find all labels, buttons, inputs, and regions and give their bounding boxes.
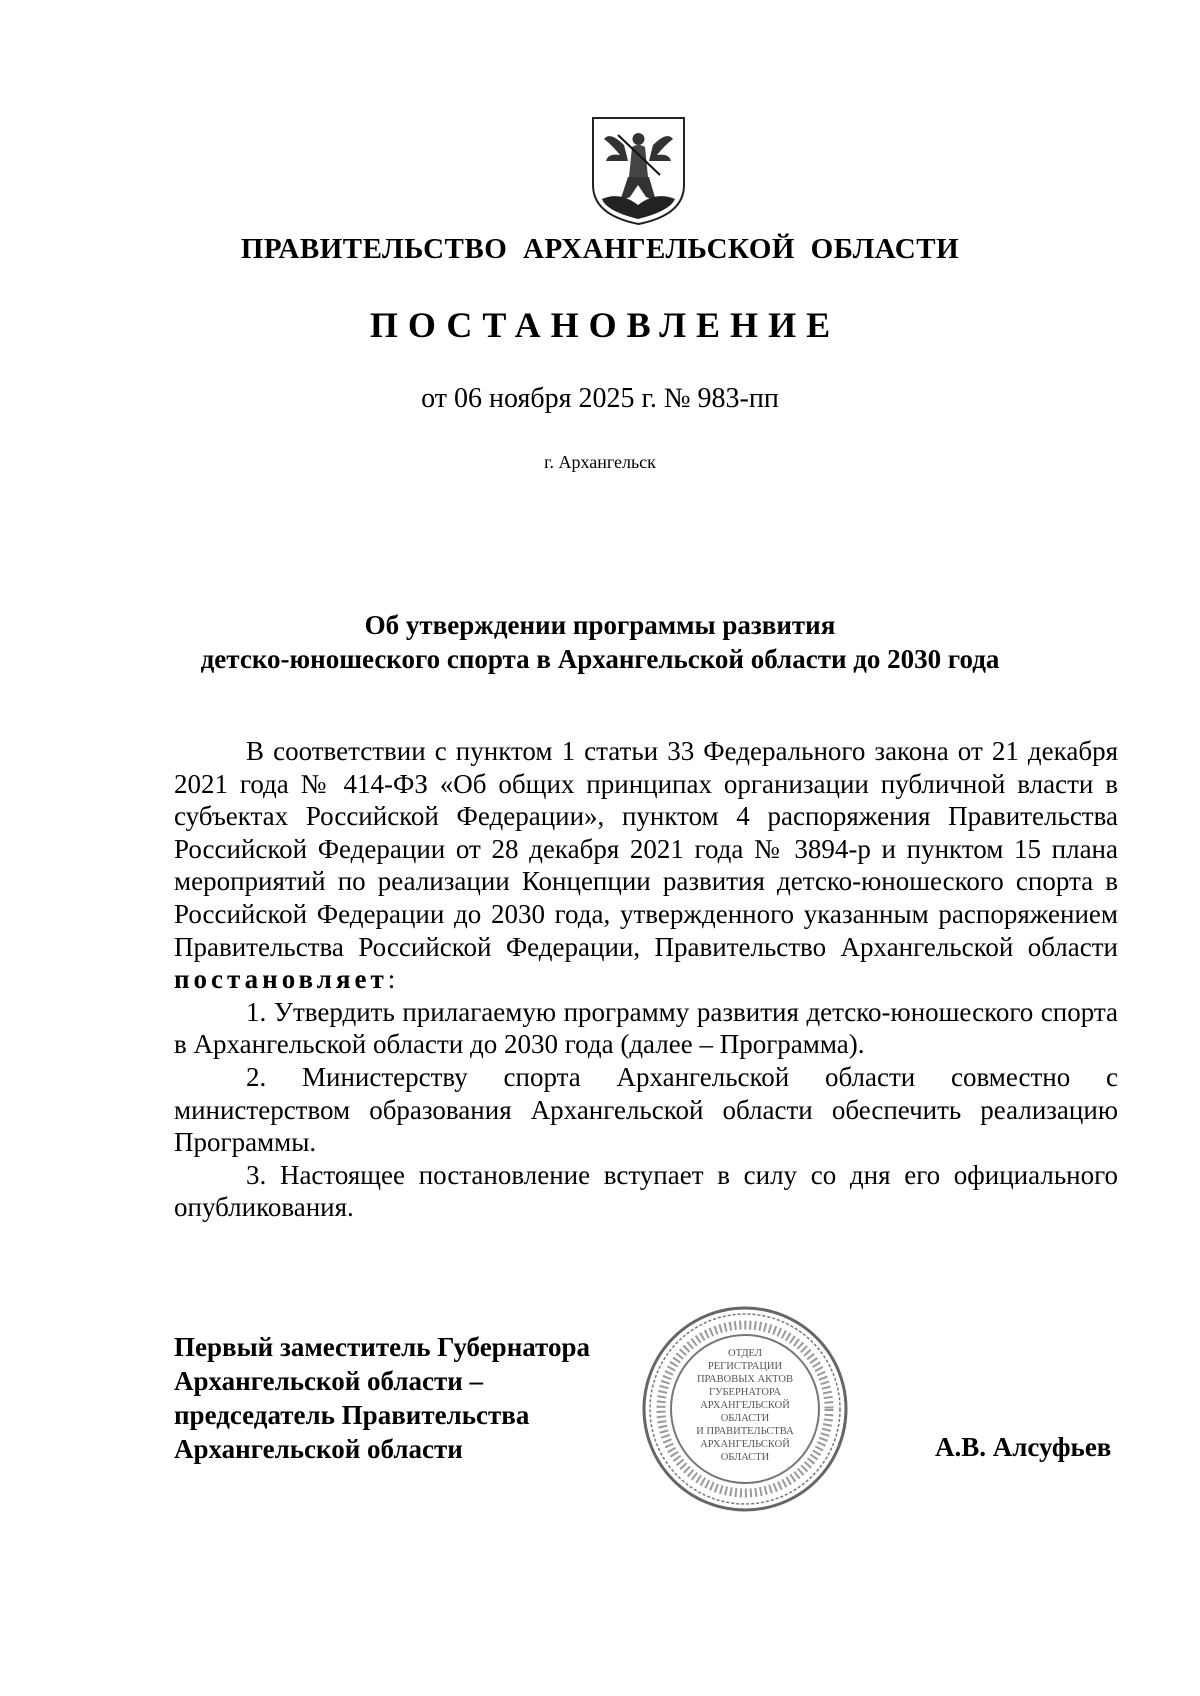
item-paragraph-1: 1. Утвердить прилагаемую программу развития детско-юношеского спорта в Архангельской области до 2030 года (далее – Программа).	[174, 996, 1118, 1060]
document-city: г. Архангельск	[544, 452, 656, 472]
document-type: ПОСТАНОВЛЕНИЕ	[369, 305, 841, 345]
signatory-title-line: председатель Правительства	[174, 1400, 530, 1430]
svg-text:РЕГИСТРАЦИИ: РЕГИСТРАЦИИ	[707, 1361, 783, 1372]
signatory-name: А.В. Алсуфьев	[935, 1432, 1112, 1462]
svg-text:АРХАНГЕЛЬСКОЙ: АРХАНГЕЛЬСКОЙ	[700, 1439, 790, 1450]
svg-text:АРХАНГЕЛЬСКОЙ: АРХАНГЕЛЬСКОЙ	[700, 1400, 790, 1411]
item-paragraph-2: 2. Министерству спорта Архангельской области совместно с министерством образования Архангельской области обеспечить реализацию Программы.	[174, 1061, 1118, 1158]
document-date-number: от 06 ноября 2025 г. № 983-пп	[421, 383, 779, 414]
svg-text:ОТДЕЛ: ОТДЕЛ	[728, 1348, 762, 1359]
document-subject	[0, 608, 1200, 676]
svg-text:И ПРАВИТЕЛЬСТВА: И ПРАВИТЕЛЬСТВА	[696, 1426, 794, 1437]
official-stamp-icon	[640, 1304, 850, 1514]
government-title: ПРАВИТЕЛЬСТВО АРХАНГЕЛЬСКОЙ ОБЛАСТИ	[240, 233, 960, 265]
svg-text:ГУБЕРНАТОРА: ГУБЕРНАТОРА	[709, 1387, 781, 1398]
preamble-text: В соответствии с пунктом 1 статьи 33 Федерального закона от 21 декабря 2021 года № 414-ФЗ «Об общих принципах организации публичной власти в субъектах Российской Федерации», пунктом 4 распоряжения Правительства Российской Федерации от 28 декабря 2021 года № 3894-р и пунктом 15 плана мероприятий по реализации Концепции развития детско-юношеского спорта в Российской Федерации до 2030 года, утвержденного указанным распоряжением Правительства Российской Федерации, Правительство Архангельской области	[174, 736, 1118, 962]
resolves-suffix: :	[387, 964, 396, 995]
coat-of-arms-emblem	[590, 115, 687, 227]
preamble-paragraph	[174, 735, 1118, 996]
document-body	[174, 735, 1118, 1224]
signatory-title	[174, 1330, 590, 1466]
subject-line-1: Об утверждении программы развития	[364, 610, 836, 640]
item-paragraph-3: 3. Настоящее постановление вступает в силу со дня его официального опубликования.	[174, 1159, 1118, 1223]
resolves-word: постановляет	[174, 964, 388, 995]
svg-text:ОБЛАСТИ: ОБЛАСТИ	[720, 1413, 770, 1424]
signatory-title-line: Архангельской области	[174, 1434, 463, 1464]
svg-text:ПРАВОВЫХ АКТОВ: ПРАВОВЫХ АКТОВ	[696, 1374, 794, 1385]
signatory-title-line: Первый заместитель Губернатора	[174, 1332, 590, 1362]
svg-text:ОБЛАСТИ: ОБЛАСТИ	[720, 1452, 770, 1463]
subject-line-2: детско-юношеского спорта в Архангельской области до 2030 года	[200, 644, 1000, 674]
signatory-title-line: Архангельской области –	[174, 1366, 484, 1396]
